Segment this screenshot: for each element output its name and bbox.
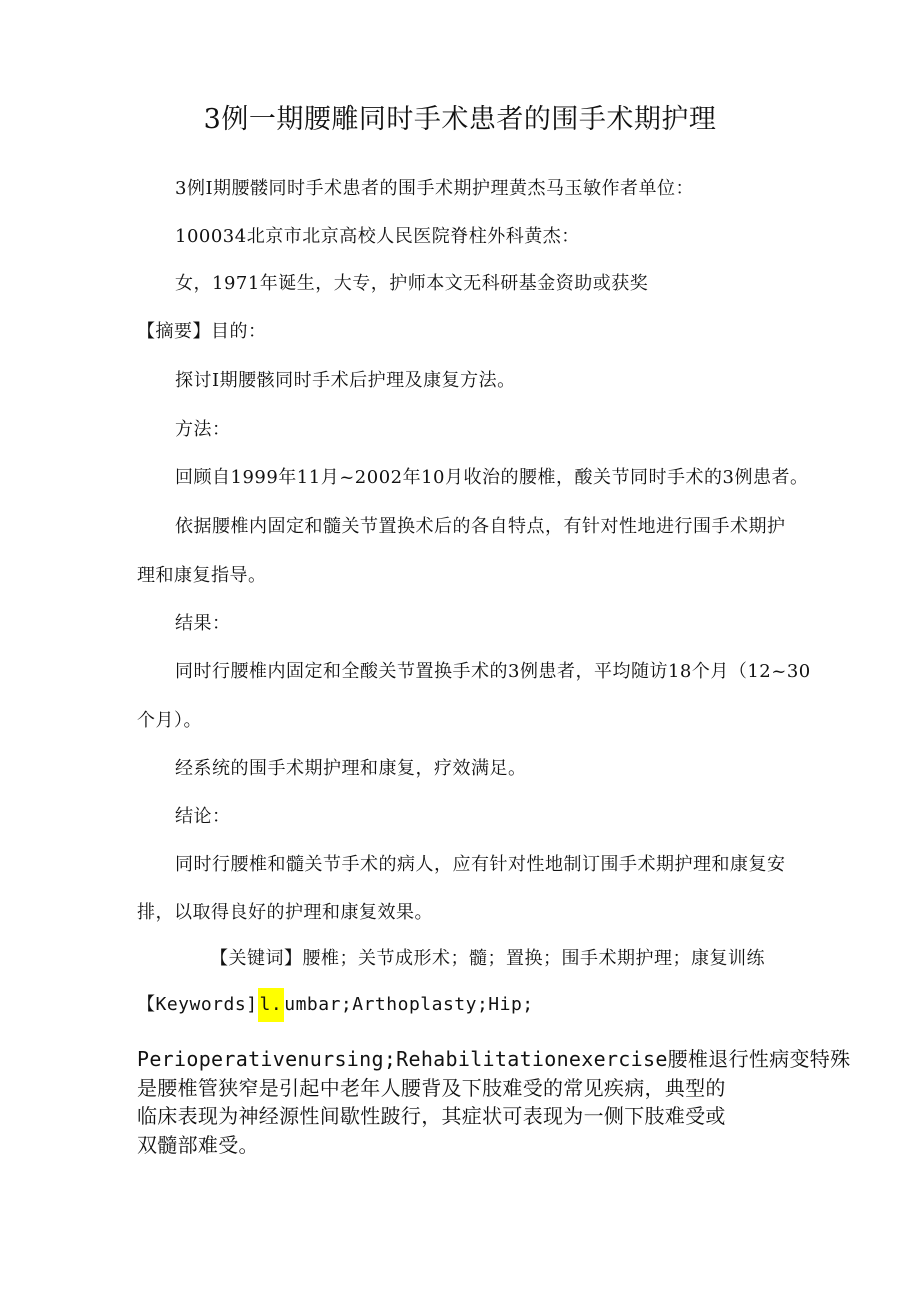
abstract-heading: 【摘要】目的： xyxy=(137,321,267,342)
body-paragraph-line-2: 是腰椎管狭窄是引起中老年人腰背及下肢难受的常见疾病，典型的 xyxy=(137,1076,726,1100)
methods-text-1: 回顾自1999年11月~2002年10月收治的腰椎，酸关节同时手术的3例患者。 xyxy=(175,467,809,488)
keywords-en-prefix: 【Keywords] xyxy=(137,994,258,1015)
body-paragraph-line-1: Perioperativenursing;Rehabilitationexercise腰椎退行性病变特殊 xyxy=(137,1047,851,1071)
keywords-en-rest: umbar;Arthoplasty;Hip; xyxy=(284,994,534,1015)
highlighted-text: l. xyxy=(258,988,285,1022)
body-paragraph-line-3: 临床表现为神经源性间歇性跛行，其症状可表现为一侧下肢难受或 xyxy=(137,1104,726,1128)
results-text-2: 个月）。 xyxy=(137,710,202,731)
methods-text-2: 依据腰椎内固定和髓关节置换术后的各自特点，有针对性地进行围手术期护 xyxy=(175,516,786,537)
keywords-en xyxy=(137,994,534,1016)
author-bio-line: 女，1971年诞生，大专，护师本文无科研基金资助或获奖 xyxy=(175,273,649,294)
body-paragraph-line-4: 双髓部难受。 xyxy=(137,1133,259,1157)
methods-text-3: 理和康复指导。 xyxy=(137,565,267,586)
author-line: 3例I期腰髅同时手术患者的围手术期护理黄杰马玉敏作者单位： xyxy=(175,178,695,199)
affiliation-line: 100034北京市北京高校人民医院脊柱外科黄杰： xyxy=(175,226,580,247)
conclusion-text-2: 排，以取得良好的护理和康复效果。 xyxy=(137,902,433,923)
results-text-1: 同时行腰椎内固定和全酸关节置换手术的3例患者，平均随访18个月（12~30 xyxy=(175,661,811,682)
methods-heading: 方法： xyxy=(175,419,231,440)
objective-text: 探讨I期腰骸同时手术后护理及康复方法。 xyxy=(175,370,516,391)
results-heading: 结果： xyxy=(175,613,231,634)
conclusion-text-1: 同时行腰椎和髓关节手术的病人，应有针对性地制订围手术期护理和康复安 xyxy=(175,854,786,875)
document-title: 3例一期腰雕同时手术患者的围手术期护理 xyxy=(203,104,717,135)
conclusion-heading: 结论： xyxy=(175,806,231,827)
results-text-3: 经系统的围手术期护理和康复，疗效满足。 xyxy=(175,758,527,779)
keywords-cn: 【关键词】腰椎；关节成形术；髓；置换；围手术期护理；康复训练 xyxy=(210,948,765,969)
